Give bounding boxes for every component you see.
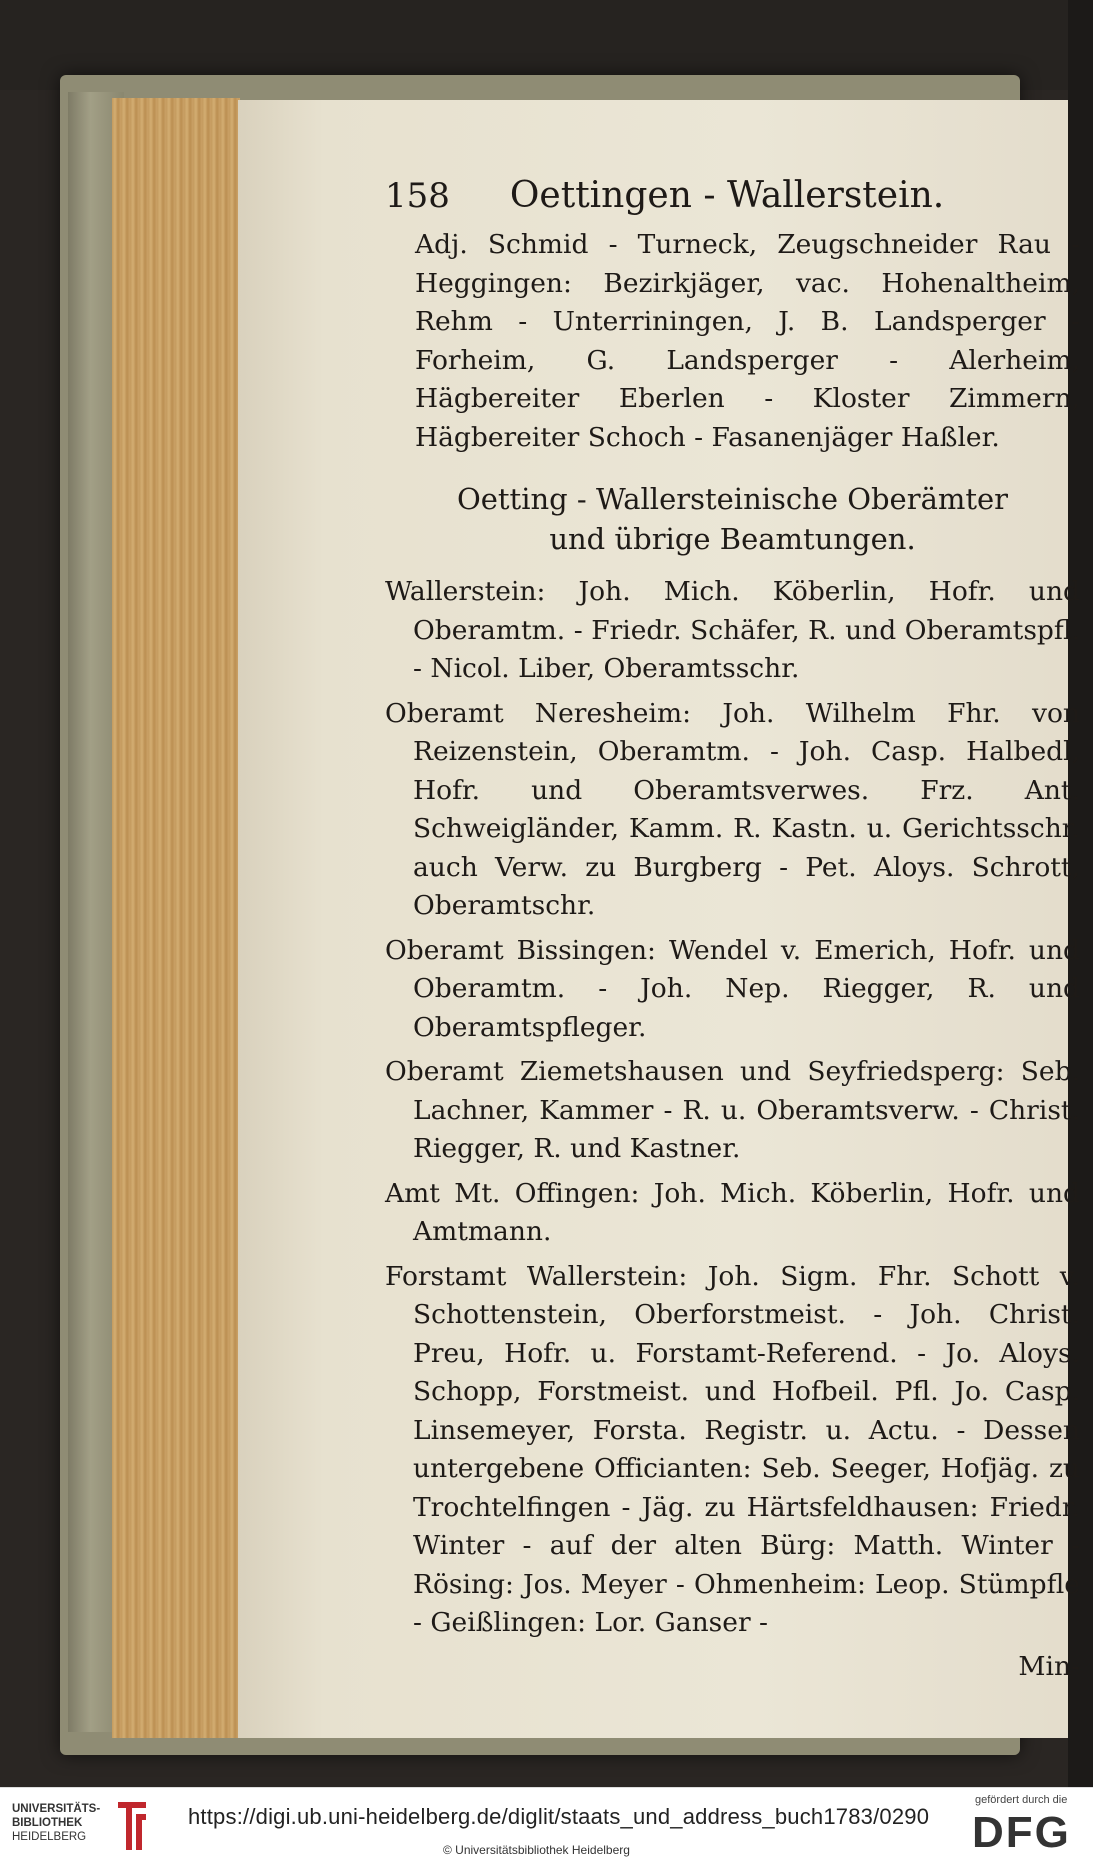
entry-offingen: Amt Mt. Offingen: Joh. Mich. Köberlin, Hofr. und Amtmann.	[385, 1177, 1080, 1247]
dfg-logo[interactable]: DFG	[972, 1808, 1071, 1857]
entry-neresheim: Oberamt Neresheim: Joh. Wilhelm Fhr. von Reizenstein, Oberamtm. - Joh. Casp. Halbedl, Hofr. und Oberamtsverwes. Frz. Ant. Schweigländer, Kamm. R. Kastn. u. Gerichtsschr. auch Verw. zu Burgberg - Pet. Aloys. Schrott, Oberamtschr.	[385, 697, 1080, 921]
viewer-footer	[0, 1787, 1093, 1868]
permalink-url[interactable]: https://digi.ub.uni-heidelberg.de/diglit/staats_und_address_buch1783/0290	[188, 1804, 930, 1829]
section-heading	[385, 479, 1080, 559]
library-line3: HEIDELBERG	[12, 1831, 87, 1843]
funder-label: gefördert durch die	[975, 1794, 1068, 1806]
entry-ziemetshausen: Oberamt Ziemetshausen und Seyfriedsperg: Seb. Lachner, Kammer - R. u. Oberamtsverw. - Christ. Riegger, R. und Kastner.	[385, 1056, 1080, 1164]
catchword: Min-	[1018, 1650, 1080, 1682]
library-line2: BIBLIOTHEK	[12, 1817, 83, 1829]
running-head: Oettingen - Wallerstein.	[509, 175, 945, 216]
entry-wallerstein: Wallerstein: Joh. Mich. Köberlin, Hofr. und Oberamtm. - Friedr. Schäfer, R. und Oberamtspfl. - Nicol. Liber, Oberamtsschr.	[385, 576, 1080, 684]
copyright-text: © Universitätsbibliothek Heidelberg	[443, 1843, 630, 1857]
entry-bissingen: Oberamt Bissingen: Wendel v. Emerich, Hofr. und Oberamtm. - Joh. Nep. Riegger, R. und Oberamtspfleger.	[385, 934, 1080, 1043]
library-logo-icon[interactable]	[112, 1798, 152, 1854]
page-header	[385, 175, 1080, 216]
page-text	[385, 175, 1080, 1685]
section-heading-line1: Oetting - Wallersteinische Oberämter	[456, 482, 1009, 516]
intro-paragraph: Adj. Schmid - Turneck, Zeugschneider Rau - Heggingen: Bezirkjäger, vac. Hohenaltheim, Rehm - Unterriningen, J. B. Landsperger - Forheim, G. Landsperger - Alerheim, Hägbereiter Eberlen - Kloster Zimmern, Hägbereiter Schoch - Fasanenjäger Haßler.	[415, 229, 1080, 453]
library-line1: UNIVERSITÄTS-	[12, 1803, 101, 1815]
library-logo-text[interactable]	[12, 1802, 100, 1844]
entry-forstamt: Forstamt Wallerstein: Joh. Sigm. Fhr. Schott v. Schottenstein, Oberforstmeist. - Joh. Christ. Preu, Hofr. u. Forstamt-Referend. - Jo. Aloys. Schopp, Forstmeist. und Hofbeil. Pfl. Jo. Casp. Linsemeyer, Forsta. Registr. u. Actu. - Dessen untergebene Officianten: Seb. Seeger, Hofjäg. zu Trochtelfingen - Jäg. zu Härtsfeldhausen: Friedr. Winter - auf der alten Bürg: Matth. Winter - Rösing: Jos. Meyer - Ohmenheim: Leop. Stümpfle - Geißlingen: Lor. Ganser -	[385, 1260, 1080, 1638]
section-heading-line2: und übrige Beamtungen.	[549, 522, 916, 556]
page-number: 158	[385, 176, 450, 216]
page-edges	[112, 98, 240, 1738]
